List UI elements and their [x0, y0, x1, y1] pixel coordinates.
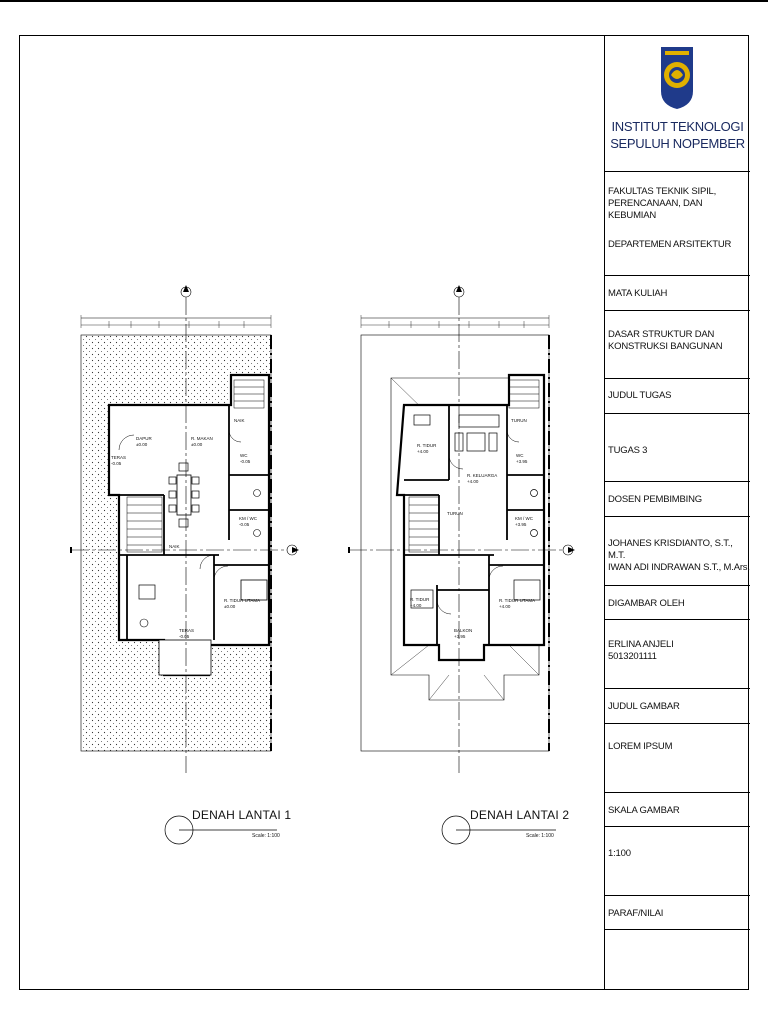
- faculty-text: FAKULTAS TEKNIK SIPIL, PERENCANAAN, DAN KEBUMIAN: [608, 186, 717, 221]
- advisor-label: DOSEN PEMBIMBING: [608, 494, 702, 505]
- drawn-by-value: ERLINA ANJELI 5013201111: [608, 639, 674, 662]
- room-level: ±0.00: [136, 442, 148, 447]
- top-border-line: [0, 0, 768, 2]
- plan-title-2: DENAH LANTAI 2: [470, 808, 570, 822]
- room-level: -0.05: [111, 461, 122, 466]
- room-label-keluarga: R. KELUARGA: [467, 473, 498, 478]
- plan-scale-2: Scale: 1:100: [526, 833, 554, 839]
- room-level: +3.95: [516, 459, 528, 464]
- stair-label: NAIK: [234, 418, 245, 423]
- tb-row-drawn-by-label: [605, 586, 750, 620]
- room-level: +4.00: [417, 449, 429, 454]
- room-level: ±0.00: [224, 604, 236, 609]
- tb-sign-area: [605, 930, 750, 988]
- department-text: DEPARTEMEN ARSITEKTUR: [608, 239, 732, 250]
- scale-value: 1:100: [608, 848, 631, 859]
- drawing-title-value: LOREM IPSUM: [608, 741, 673, 752]
- stair-label: TURUN: [511, 418, 527, 423]
- stair-label: NAIK: [169, 544, 180, 549]
- room-label-kmwc-2: KM / WC: [515, 516, 533, 521]
- drawing-title-label: JUDUL GAMBAR: [608, 701, 680, 712]
- tb-row-assignment-value: [605, 414, 750, 482]
- room-level: ±0.00: [191, 442, 203, 447]
- room-label-tidur: R. TIDUR: [417, 443, 437, 448]
- room-label-tidur-2: R. TIDUR: [410, 597, 430, 602]
- room-label-wc-2: WC: [516, 453, 524, 458]
- room-label-wc: WC: [240, 453, 248, 458]
- room-label-dapur: DAPUR: [136, 436, 152, 441]
- room-level: +3.95: [515, 522, 527, 527]
- drawn-by-label: DIGAMBAR OLEH: [608, 598, 685, 609]
- sign-label: PARAF/NILAI: [608, 908, 664, 919]
- room-level: -0.05: [240, 459, 251, 464]
- tb-row-course-value: [605, 311, 750, 379]
- room-label-makan: R. MAKAN: [191, 436, 213, 441]
- room-level: +4.00: [410, 603, 422, 608]
- room-level: -0.05: [179, 634, 190, 639]
- advisor-value: JOHANES KRISDIANTO, S.T., M.T. IWAN ADI INDRAWAN S.T., M.Ars.: [608, 538, 750, 573]
- room-label-teras-2: TERAS: [179, 628, 195, 633]
- plan-title-1: DENAH LANTAI 1: [192, 808, 292, 822]
- room-level: +3.95: [454, 634, 466, 639]
- room-label-teras: TERAS: [111, 455, 127, 460]
- tb-row-drawing-title-label: [605, 689, 750, 724]
- tb-row-course-label: [605, 276, 750, 311]
- course-value: DASAR STRUKTUR DAN KONSTRUKSI BANGUNAN: [608, 329, 723, 352]
- room-level: +4.00: [467, 479, 479, 484]
- room-level: -0.05: [239, 522, 250, 527]
- room-level: +4.00: [499, 604, 511, 609]
- assignment-label: JUDUL TUGAS: [608, 390, 672, 401]
- assignment-value: TUGAS 3: [608, 445, 648, 456]
- plan-scale-1: Scale: 1:100: [252, 833, 280, 839]
- tb-row-advisor-label: [605, 482, 750, 517]
- title-block: [604, 35, 749, 990]
- its-logo-icon: [657, 45, 697, 111]
- room-label-tidur-utama-2: R. TIDUR UTAMA: [499, 598, 536, 603]
- tb-row-institution: [605, 35, 750, 172]
- scale-label: SKALA GAMBAR: [608, 805, 680, 816]
- tb-row-faculty: [605, 172, 750, 276]
- course-label: MATA KULIAH: [608, 288, 668, 299]
- institution-name: INSTITUT TEKNOLOGI SEPULUH NOPEMBER: [610, 119, 745, 151]
- room-label-tidur-utama: R. TIDUR UTAMA: [224, 598, 261, 603]
- tb-row-drawing-title-value: [605, 724, 750, 793]
- tb-row-scale-label: [605, 793, 750, 827]
- tb-row-scale-value: [605, 827, 750, 896]
- room-label-balkon: BALKON: [454, 628, 473, 633]
- tb-row-advisor-value: [605, 517, 750, 586]
- tb-row-assignment-label: [605, 379, 750, 414]
- tb-row-drawn-by-value: [605, 620, 750, 689]
- stair-label: TURUN: [447, 511, 463, 516]
- tb-row-sign-label: [605, 896, 750, 930]
- room-label-kmwc: KM / WC: [239, 516, 257, 521]
